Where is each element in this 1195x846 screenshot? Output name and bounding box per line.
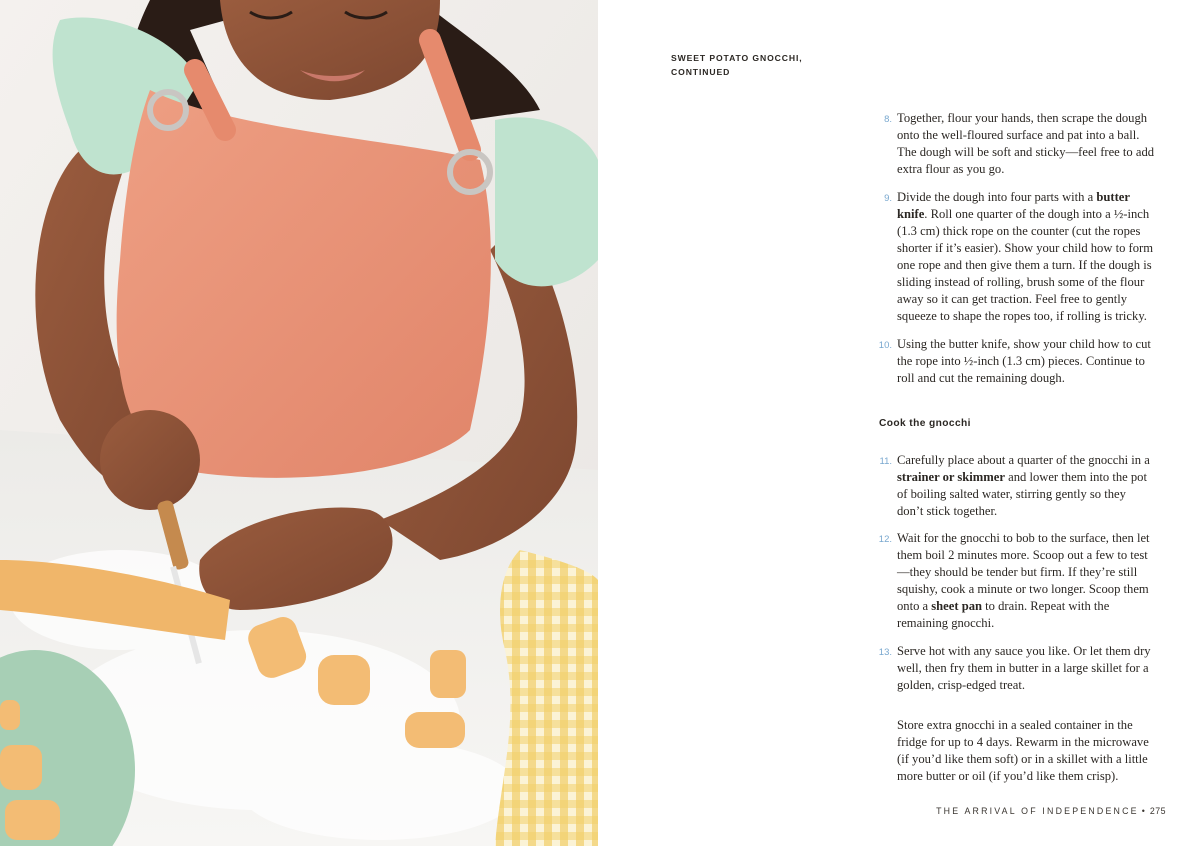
recipe-step-11 [879, 452, 1155, 520]
step-text: Together, flour your hands, then scrape the dough onto the well-floured surface and pat into a ball. The dough will be soft and sticky—feel free to add extra flour as you go. [897, 111, 1155, 176]
book-section-title: THE ARRIVAL OF INDEPENDENCE [936, 806, 1139, 816]
running-head-line-2: CONTINUED [671, 66, 731, 77]
recipe-step-8 [884, 110, 1155, 178]
recipe-page [598, 0, 1195, 846]
step-text: Using the butter knife, show your child how to cut the rope into ½-inch (1.3 cm) pieces. Continue to roll and cut the remaining dough. [897, 337, 1151, 385]
step-equipment-bold: strainer or skimmer [897, 470, 1005, 484]
step-text: to drain. Repeat with the remaining gnocchi. [897, 599, 1110, 630]
left-hand [100, 410, 200, 510]
running-head [671, 52, 803, 79]
page-number: 275 [1149, 806, 1166, 816]
page-footer [936, 806, 1166, 816]
step-text: and lower them into the pot of boiling salted water, stirring gently so they don’t stick together. [897, 470, 1147, 518]
footer-separator: • [1141, 806, 1145, 816]
recipe-step-13 [878, 643, 1155, 694]
step-equipment-bold: sheet pan [931, 599, 983, 613]
step-text: Serve hot with any sauce you like. Or let them dry well, then fry them in butter in a large skillet for a golden, crisp-edged treat. [897, 644, 1151, 692]
step-number: 11. [879, 456, 892, 467]
recipe-step-9 [884, 189, 1155, 325]
storage-note: Store extra gnocchi in a sealed container in the fridge for up to 4 days. Rewarm in the microwave (if you’d like them soft) or in a skillet with a little more butter or oil (if you’d like them crisp). [897, 718, 1149, 783]
right-sleeve [495, 117, 598, 286]
recipe-step-12 [878, 530, 1155, 632]
gingham-towel [495, 550, 598, 846]
step-text: Divide the dough into four parts with a [897, 190, 1097, 204]
section-heading: Cook the gnocchi [879, 418, 971, 429]
recipe-step-10 [878, 336, 1155, 387]
step-number: 10. [878, 340, 892, 351]
step-text: Wait for the gnocchi to bob to the surface, then let them boil 2 minutes more. Scoop out a few to test—they should be tender but firm. If they’re still squishy, cook a minute or two longer. Scoop them onto a [897, 531, 1150, 613]
step-equipment-bold: butter knife [897, 190, 1130, 221]
step-text: . Roll one quarter of the dough into a ½-inch (1.3 cm) thick rope on the counter (cut the ropes shorter if it’s easier). Show your child how to form one rope and then give them a turn. If the dough is sliding instead of rolling, brush some of the flour away so it can get traction. Feel free to gently squeeze to shape the ropes too, if rolling is tricky. [897, 207, 1154, 323]
running-head-line-1: SWEET POTATO GNOCCHI, [671, 53, 803, 63]
step-number: 13. [878, 647, 892, 658]
step-number: 9. [884, 193, 892, 204]
step-text: Carefully place about a quarter of the gnocchi in a [897, 453, 1150, 467]
step-number: 12. [878, 534, 892, 545]
step-number: 8. [884, 114, 892, 125]
